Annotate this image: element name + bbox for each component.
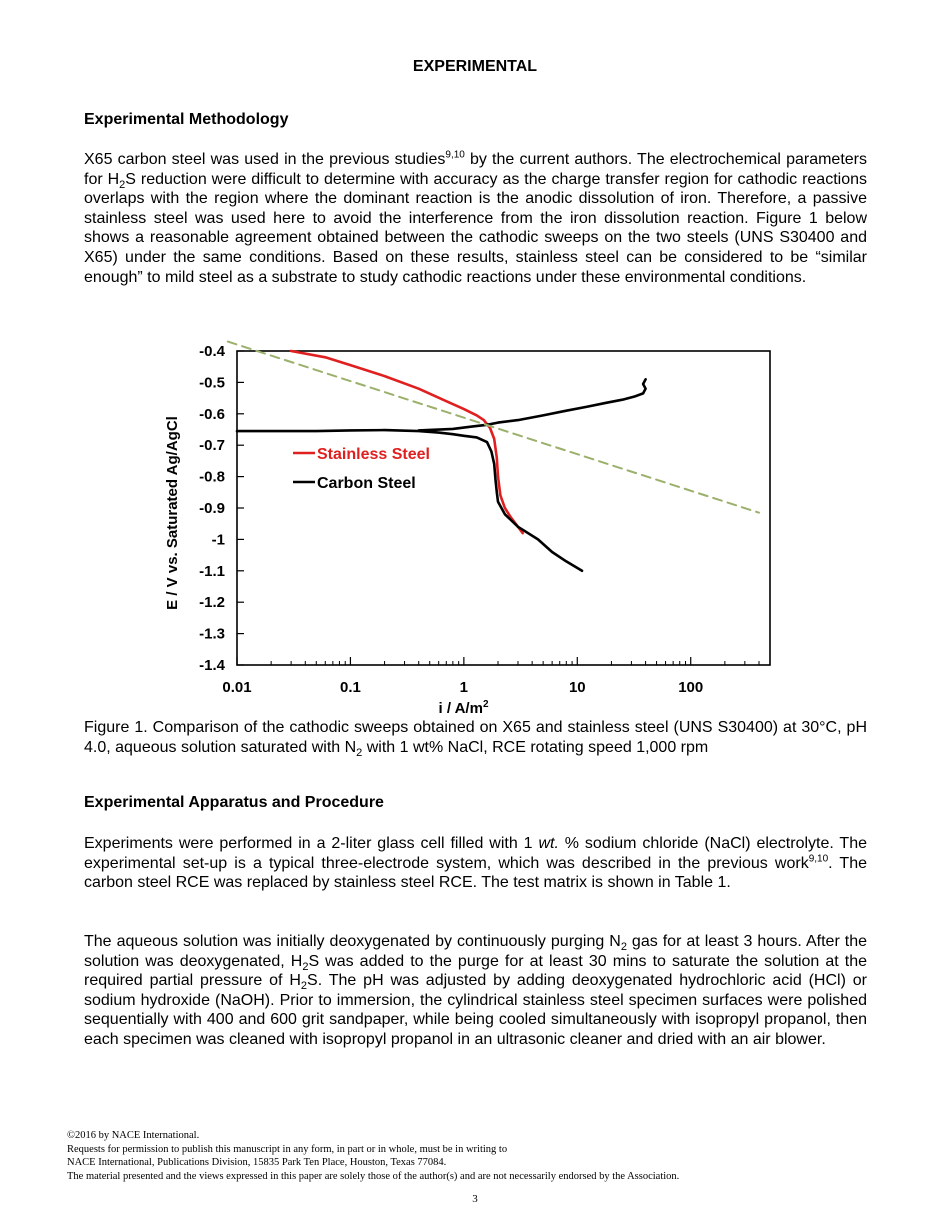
- citation-ref: 9,10: [445, 149, 465, 161]
- footer-line: The material presented and the views expressed in this paper are solely those of the author(s) and are not necessarily endorsed by the Association.: [67, 1170, 680, 1182]
- y-tick-label: -0.7: [199, 437, 225, 455]
- copyright-footer: [67, 1129, 679, 1183]
- figure-caption: Figure 1. Comparison of the cathodic sweeps obtained on X65 and stainless steel (UNS S30400) at 30°C, pH 4.0, aqueous solution saturated with $N_2$ with 1 wt% NaCl, RCE rotating speed 1,000 rpm: [84, 719, 867, 759]
- y-tick-label: -0.4: [199, 343, 225, 360]
- apparatus-heading: Experimental Apparatus and Procedure: [84, 794, 384, 811]
- apparatus-paragraph-2: The aqueous solution was initially deoxygenated by continuously purging $N_2$ gas for at least 3 hours. After the solution was deoxygenated, $H_2S$ was added to the purge for at least 30 mins to saturate the solution at the required partial pressure of $H_2S$. The pH was adjusted by adding deoxygenated hydrochloric acid (HCl) or sodium hydroxide (NaOH). Prior to immersion, the cylindrical stainless steel specimen surfaces were polished sequentially with 400 and 600 grit sandpaper, while being cooled simultaneously with isopropyl propanol, then each specimen was cleaned with isopropyl propanol in an ultrasonic cleaner and dried with an air blower.: [84, 933, 868, 1048]
- x-tick-label: 0.1: [339, 679, 361, 696]
- apparatus-paragraph-1: Experiments were performed in a 2-liter glass cell filled with 1 wt. % sodium chloride (NaCl) electrolyte. The experimental set-up is a typical three-electrode system, which was described in the previous work$^{9,10}$. The carbon steel RCE was replaced by stainless steel RCE. The test matrix is shown in Table 1.: [84, 835, 868, 892]
- x-tick-label: 10: [568, 679, 586, 696]
- page-number: 3: [472, 1193, 478, 1205]
- y-tick-label: -1: [211, 531, 225, 549]
- footer-line: ©2016 by NACE International.: [67, 1130, 200, 1141]
- y-tick-label: -1.4: [199, 657, 225, 674]
- y-axis-title: E / V vs. Saturated Ag/AgCl: [164, 416, 181, 610]
- y-tick-label: -1.2: [199, 594, 225, 612]
- legend-label: Carbon Steel: [317, 475, 416, 492]
- legend-label: Stainless Steel: [317, 446, 430, 463]
- x-axis-title: i / $A/m^2$: [438, 699, 489, 716]
- y-tick-label: -1.1: [199, 562, 225, 580]
- x-tick-label: 1: [459, 679, 469, 696]
- citation-ref: 9,10: [808, 853, 829, 865]
- x-axis-title-superscript: 2: [482, 699, 489, 710]
- footer-line: Requests for permission to publish this manuscript in any form, in part or in whole, must be in writing to: [67, 1143, 508, 1155]
- methodology-paragraph: X65 carbon steel was used in the previous studies$^{9,10}$ by the current authors. The electrochemical parameters for $H_2S$ reduction were difficult to determine with accuracy as the charge transfer region for cathodic reactions overlaps with the region where the dominant reaction is the anodic dissolution of iron. Therefore, a passive stainless steel was used here to avoid the interference from the iron dissolution reaction. Figure 1 below shows a reasonable agreement obtained between the cathodic sweeps on the two steels (UNS S30400 and X65) under the same conditions. Based on these results, stainless steel can be considered to be “similar enough” to mild steel as a substrate to study cathodic reactions under these environmental conditions.: [84, 149, 868, 286]
- figure-1-chart: [160, 330, 780, 716]
- x-tick-label: 100: [678, 679, 704, 696]
- plot-area: [237, 351, 770, 665]
- y-tick-label: -1.3: [199, 625, 225, 643]
- x-tick-label: 0.01: [222, 679, 252, 696]
- footer-line: NACE International, Publications Division, 15835 Park Ten Place, Houston, Texas 77084.: [67, 1157, 447, 1169]
- y-tick-label: -0.6: [199, 405, 225, 423]
- y-tick-label: -0.5: [199, 374, 225, 392]
- y-tick-label: -0.8: [199, 468, 225, 486]
- y-tick-label: -0.9: [199, 500, 225, 517]
- plot-frame: [237, 351, 770, 665]
- methodology-heading: Experimental Methodology: [84, 111, 289, 128]
- section-title: EXPERIMENTAL: [412, 58, 538, 75]
